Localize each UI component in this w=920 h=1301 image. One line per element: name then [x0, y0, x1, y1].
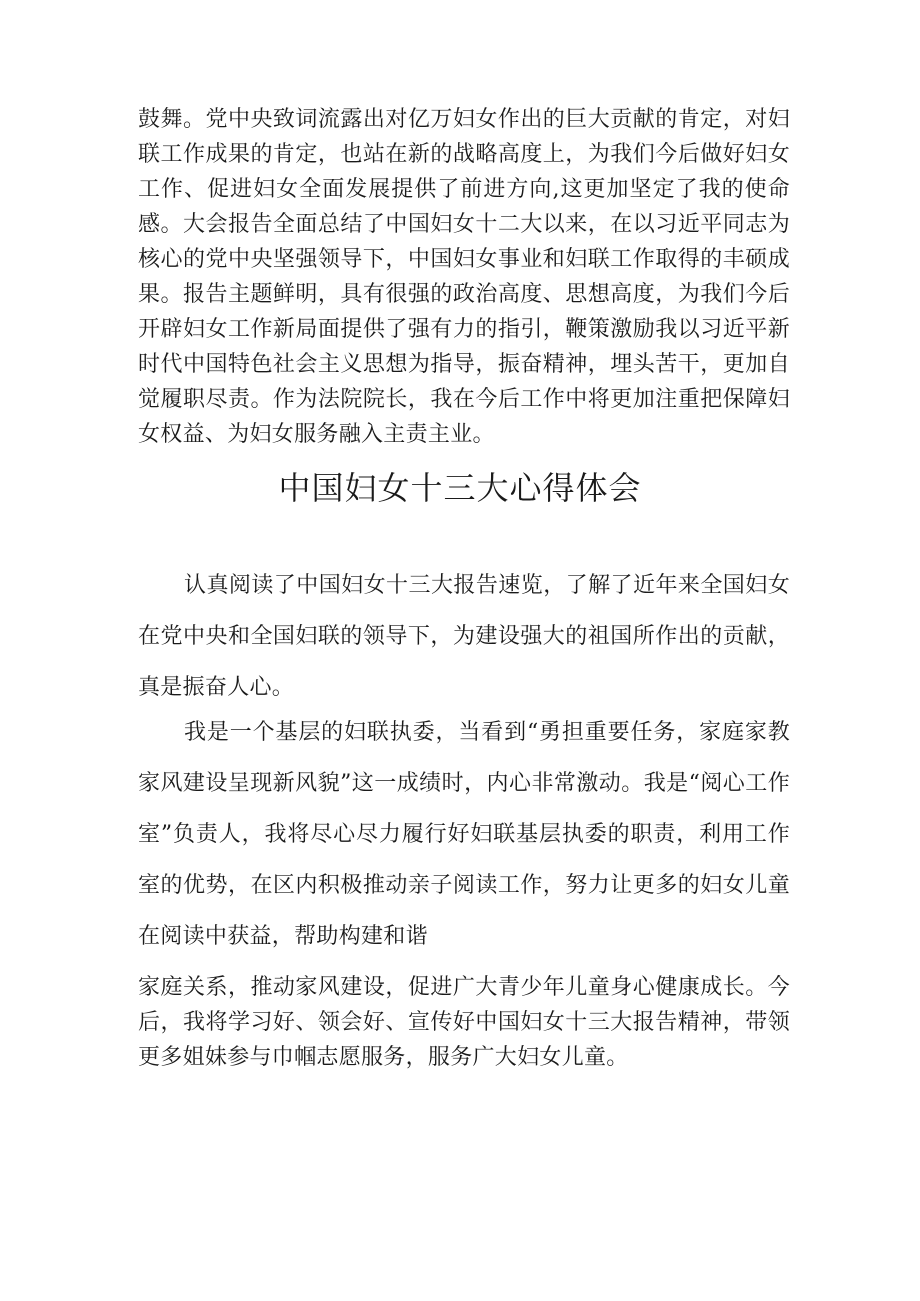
article-title: 中国妇女十三大心得体会 — [278, 469, 642, 507]
continued-paragraph: 鼓舞。党中央致词流露出对亿万妇女作出的巨大贡献的肯定，对妇联工作成果的肯定，也站在新的战略高度上，为我们今后做好妇女工作、促进妇女全面发展提供了前进方向,这更加坚定了我的使命感。大会报告全面总结了中国妇女十二大以来，在以习近平同志为核心的党中央坚强领导下，中国妇女事业和妇联工作取得的丰硕成果。报告主题鲜明，具有很强的政治高度、思想高度，为我们今后开辟妇女工作新局面提供了强有力的指引，鞭策激励我以习近平新时代中国特色社会主义思想为指导，振奋精神，埋头苦干，更加自觉履职尽责。作为法院院长，我在今后工作中将更加注重把保障妇女权益、为妇女服务融入主责主业。 — [138, 107, 790, 447]
body-paragraph-3: 家庭关系，推动家风建设，促进广大青少年儿童身心健康成长。今后，我将学习好、领会好、宣传好中国妇女十三大报告精神，带领更多姐妹参与巾帼志愿服务，服务广大妇女儿童。 — [138, 975, 790, 1070]
body-paragraph-2: 我是一个基层的妇联执委，当看到“勇担重要任务，家庭家教家风建设呈现新风貌”这一成绩时，内心非常激动。我是“阅心工作室”负责人，我将尽心尽力履行好妇联基层执委的职责，利用工作室的优势，在区内积极推动亲子阅读工作，努力让更多的妇女儿童在阅读中获益，帮助构建和谐 — [138, 720, 790, 949]
body-paragraph-1: 认真阅读了中国妇女十三大报告速览，了解了近年来全国妇女在党中央和全国妇联的领导下，为建设强大的祖国所作出的贡献，真是振奋人心。 — [138, 573, 790, 700]
